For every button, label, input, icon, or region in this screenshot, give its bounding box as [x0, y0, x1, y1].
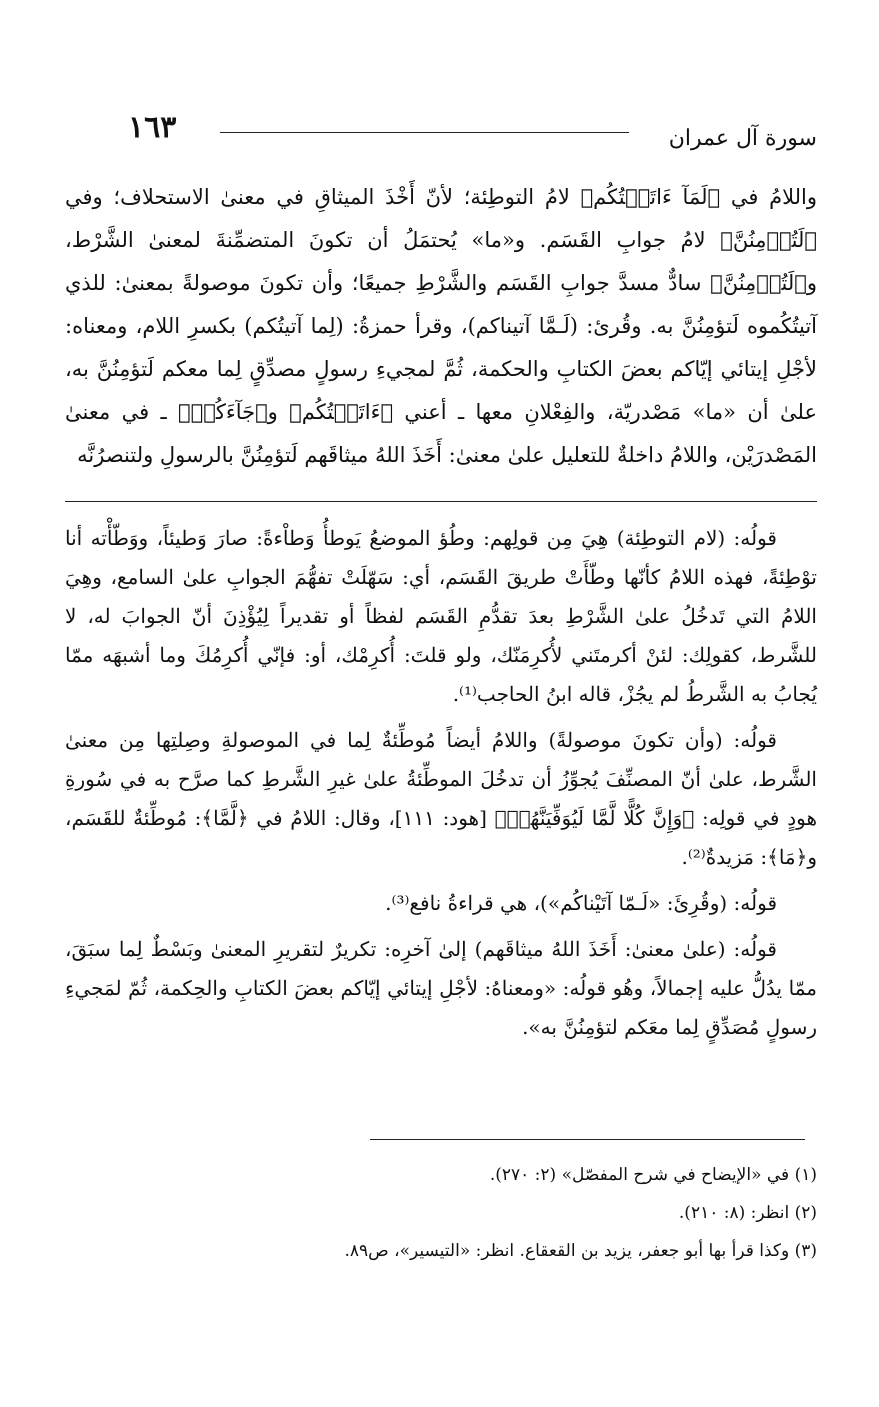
page-header — [70, 110, 817, 170]
footnote: (١) في «الإيضاح في شرح المفصّل» (٢: ٢٧٠). — [489, 1165, 817, 1185]
commentary-paragraph: قولُه: (وقُرِئَ: «لَـمّا آتَيْناكُم»)، هي قراءةُ نافع⁽³⁾. — [385, 891, 777, 915]
surah-title: سورة آل عمران — [668, 126, 817, 151]
page-number: ١٦٣ — [128, 110, 177, 145]
commentary-paragraph: قولُه: (وأن تكونَ موصولةً) واللامُ أيضاً مُوطِّئةٌ لِما في الموصولةِ وصِلتِها مِن معنىٰ الشَّرط، علىٰ أنّ المصنِّفَ يُجوِّزُ أن تدخُلَ الموطِّئةُ علىٰ غيرِ الشَّرطِ كما صرَّح به في سُورةِ هودٍ في قولِه: ﴿وَإِنَّ كُلًّا لَّمَّا لَيُوَفِّيَنَّهُمۡ﴾ [هود: ١١١]، وقال: اللامُ في ﴿لَّمَّا﴾: مُوطِّئةٌ للقَسَم، و﴿مَا﴾: مَزيدةٌ⁽²⁾. — [65, 728, 817, 869]
footnote-rule — [370, 1139, 805, 1140]
commentary-paragraph: قولُه: (علىٰ معنىٰ: أَخَذَ اللهُ ميثاقَهم) إلىٰ آخرِه: تكريرٌ لتقريرِ المعنىٰ وبَسْطٌ لِما سبَقَ، ممّا يدُلُّ عليه إجمالاً، وهُو قولُه: «ومعناهُ: لأجْلِ إيتائي إيّاكم بعضَ الكتابِ والحِكمة، ثُمّ لمَجيءِ رسولٍ مُصَدِّقٍ لِما معَكم لتؤمِنُنَّ به». — [65, 937, 817, 1039]
text-divider — [65, 501, 817, 502]
header-rule — [220, 132, 629, 133]
footnote: (٣) وكذا قرأ بها أبو جعفر، يزيد بن القعقاع. انظر: «التيسير»، ص٨٩. — [344, 1241, 817, 1261]
main-text — [65, 176, 817, 477]
footnotes — [65, 1156, 817, 1270]
commentary-paragraph: قولُه: (لام التوطِئة) هِيَ مِن قولِهم: وطُؤ الموضعُ يَوطأُ وَطاْءةً: صارَ وَطيئاً، ووَطّأْته أنا توْطِئةً، فهذه اللامُ كأنّها وطّأَتْ طريقَ القَسَم، أي: سَهّلَتْ تفهُّمَ الجوابِ علىٰ السامع، وهِيَ اللامُ التي تَدخُلُ علىٰ الشَّرْطِ بعدَ تقدُّمِ القَسَم لفظاً أو تقديراً لِيُؤْذِنَ أنّ الجوابَ له، لا للشَّرط، كقولِك: لئنْ أكرمتَني لأُكرِمَنّك، ولو قلتَ: أُكرِمْك، أو: فإنّي أُكرِمُكَ وما أشبهَه ممّا يُجابُ به الشَّرطُ لم يجُزْ، قاله ابنُ الحاجب⁽¹⁾. — [65, 526, 817, 706]
footnote: (٢) انظر: (٨: ٢١٠). — [678, 1203, 817, 1223]
main-paragraph: واللامُ في ﴿لَمَآ ءَاتَيۡتُكُم﴾ لامُ التوطِئة؛ لأنّ أَخْذَ الميثاقِ في معنىٰ الاستحلاف؛ وفي ﴿لَتُؤۡمِنُنَّ﴾ لامُ جوابِ القَسَم. و«ما» يُحتمَلُ أن تكونَ المتضمِّنةَ لمعنىٰ الشَّرْط، و﴿لَتُؤۡمِنُنَّ﴾ سادٌّ مسدَّ جوابِ القَسَم والشَّرْطِ جميعًا؛ وأن تكونَ موصولةً بمعنىٰ: للذي آتيتُكُموه لَتؤمِنُنَّ به. وقُرئ: (لَـمَّا آتيناكم)، وقرأ حمزةُ: (لِما آتيتُكم) بكسرِ اللام، ومعناه: لأجْلِ إيتائي إيّاكم بعضَ الكتابِ والحكمة، ثُمَّ لمجيءِ رسولٍ مصدِّقٍ لِما معكم لَتؤمِنُنَّ به، علىٰ أن «ما» مَصْدريّة، والفِعْلانِ معها ـ أعني ﴿ءَاتَيۡتُكُم﴾ و﴿جَآءَكُمۡ﴾ ـ في معنىٰ المَصْدرَيْن، واللامُ داخلةٌ للتعليل علىٰ معنىٰ: أَخَذَ اللهُ ميثاقَهم لَتؤمِنُنَّ بالرسولِ ولتنصرُنَّه — [65, 185, 817, 467]
commentary — [65, 519, 817, 1054]
